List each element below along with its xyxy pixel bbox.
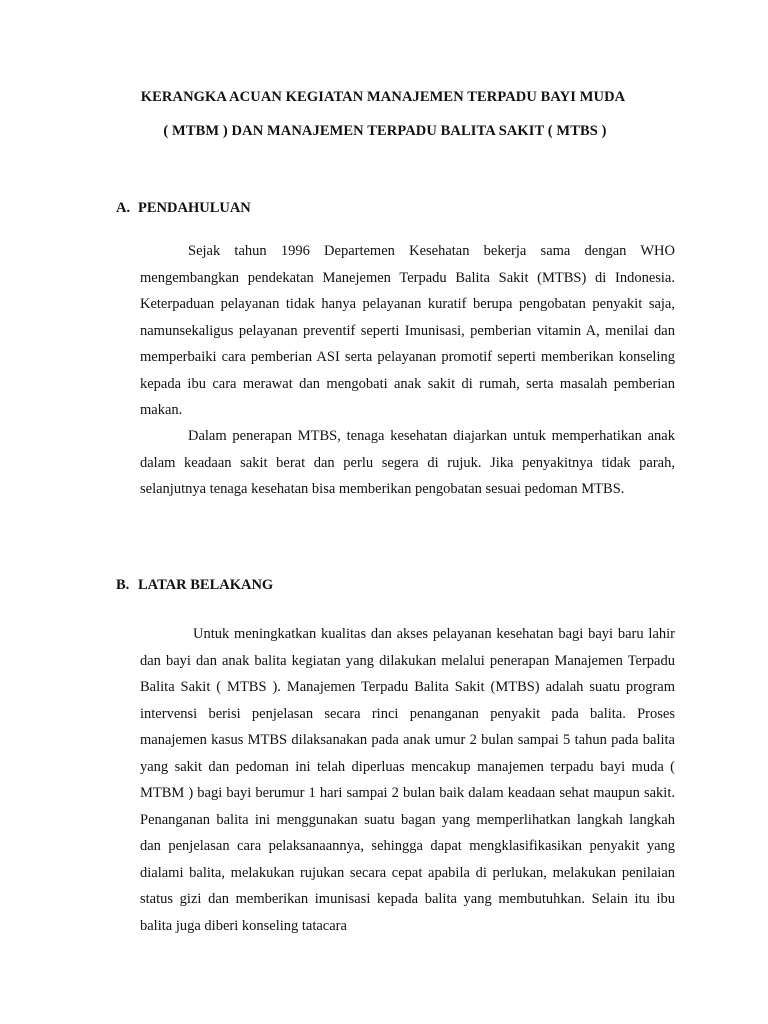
section-heading-pendahuluan bbox=[116, 200, 251, 217]
document-title-line-1: KERANGKA ACUAN KEGIATAN MANAJEMEN TERPADU BAYI MUDA bbox=[140, 89, 626, 105]
section-heading-latar-belakang bbox=[116, 577, 273, 594]
document-title-line-2: ( MTBM ) DAN MANAJEMEN TERPADU BALITA SAKIT ( MTBS ) bbox=[163, 123, 607, 139]
section-heading-text: PENDAHULUAN bbox=[138, 200, 251, 216]
paragraph: Dalam penerapan MTBS, tenaga kesehatan diajarkan untuk memperhatikan anak dalam keadaan sakit berat dan perlu segera di rujuk. Jika penyakitnya tidak parah, selanjutnya tenaga kesehatan bisa memberikan pengobatan sesuai pedoman MTBS. bbox=[140, 428, 675, 497]
paragraph: Sejak tahun 1996 Departemen Kesehatan bekerja sama dengan WHO mengembangkan pendekatan Manejemen Terpadu Balita Sakit (MTBS) di Indonesia. Keterpaduan pelayanan tidak hanya pelayanan kuratif berupa pengobatan penyakit saja, namunsekaligus pelayanan preventif seperti Imunisasi, pemberian vitamin A, menilai dan memperbaiki cara pemberian ASI serta pelayanan promotif seperti memberikan konseling kepada ibu cara merawat dan mengobati anak sakit di rumah, serta masalah pemberian makan. bbox=[140, 243, 675, 418]
section-heading-text: LATAR BELAKANG bbox=[138, 577, 274, 593]
section-number: B. bbox=[116, 577, 130, 593]
paragraph: Untuk meningkatkan kualitas dan akses pelayanan kesehatan bagi bayi baru lahir dan bayi dan anak balita kegiatan yang dilakukan melalui penerapan Manajemen Terpadu Balita Sakit ( MTBS ). Manajemen Terpadu Balita Sakit (MTBS) adalah suatu program intervensi berisi penjelasan secara rinci penanganan penyakit pada balita. Proses manajemen kasus MTBS dilaksanakan pada anak umur 2 bulan sampai 5 tahun pada balita yang sakit dan pedoman ini telah diperluas mencakup manajemen terpadu bayi muda ( MTBM ) bagi bayi berumur 1 hari sampai 2 bulan baik dalam keadaan sehat maupun sakit. Penanganan balita ini menggunakan suatu bagan yang memperlihatkan langkah langkah dan penjelasan cara pelaksanaannya, sehingga dapat mengklasifikasikan penyakit yang dialami balita, melakukan rujukan secara cepat apabila di perlukan, melakukan penilaian status gizi dan memberikan imunisasi kepada balita yang membutuhkan. Selain itu ibu balita juga diberi konseling tatacara bbox=[140, 626, 675, 934]
section-number: A. bbox=[116, 200, 131, 216]
